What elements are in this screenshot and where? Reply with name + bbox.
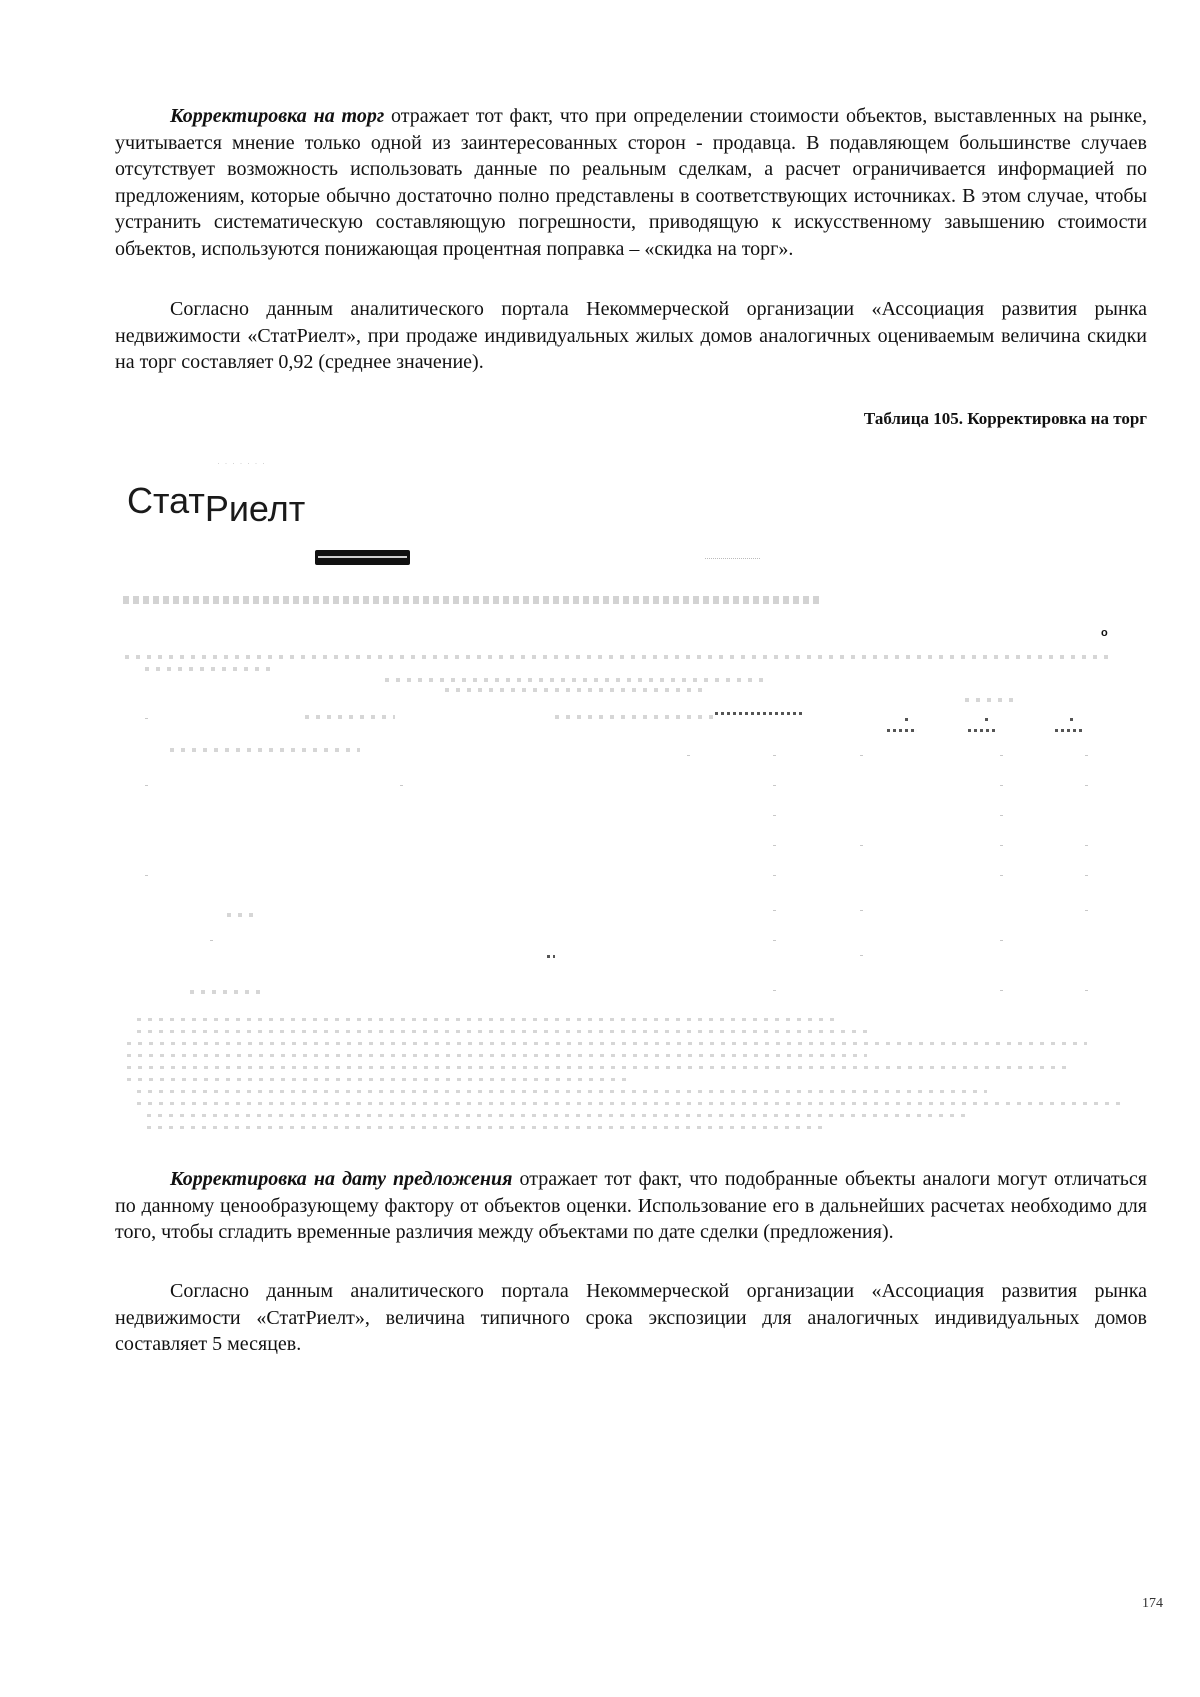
logo-part-stat: Стат <box>127 480 205 521</box>
table-tick <box>773 785 776 786</box>
illegible-row <box>445 688 705 692</box>
illegible-row <box>145 667 275 671</box>
table-header-illegible <box>968 729 998 732</box>
term-date-adjustment: Корректировка на дату предложения <box>170 1168 513 1190</box>
footnote-line <box>137 1018 837 1021</box>
table-tick <box>1085 845 1088 846</box>
paragraph-statrielt-bargain <box>115 296 1147 376</box>
illegible-row <box>385 678 765 682</box>
table-tick <box>1000 990 1003 991</box>
table-header-illegible <box>985 718 991 721</box>
table-header-illegible <box>887 729 917 732</box>
footnote-line <box>127 1054 867 1057</box>
table-tick <box>145 875 148 876</box>
table-tick <box>210 940 213 941</box>
paragraph-text: отражает тот факт, что подобранные объекты аналоги могут отличаться по данному ценообразующему фактору от объектов оценки. Использование его в дальнейших расчетах необходимо для того, чтобы сгладить временные различия между объектами по дате сделки (предложения). <box>115 1168 1147 1244</box>
table-tick <box>1000 940 1003 941</box>
statrielt-scan-figure <box>115 450 1147 1150</box>
table-tick <box>860 910 863 911</box>
paragraph-bargain-adjustment <box>115 103 1147 263</box>
table-header-illegible <box>905 718 911 721</box>
paragraph-text: отражает тот факт, что при определении стоимости объектов, выставленных на рынке, учитывается мнение только одной из заинтересованных сторон - продавца. В подавляющем большинстве случаев отсутствует возможность использовать данные по реальным сделкам, а расчет ограничивается информацией по предложениям, которые обычно достаточно полно представлены в соответствующих источниках. В этом случае, чтобы устранить систематическую составляющую погрешности, приводящую к искусственному завышению стоимости объектов, используются понижающая процентная поправка – «скидка на торг». <box>115 105 1147 260</box>
faint-mark <box>705 558 760 559</box>
footnote-line <box>127 1066 1067 1069</box>
table-header-illegible <box>305 715 395 719</box>
table-tick <box>687 755 690 756</box>
table-tick <box>1085 990 1088 991</box>
table-row-illegible <box>170 748 360 752</box>
footnote-line <box>137 1030 867 1033</box>
page-number: 174 <box>1142 1596 1163 1611</box>
table-tick <box>860 755 863 756</box>
table-tick <box>860 845 863 846</box>
table-header-illegible <box>1055 729 1085 732</box>
table-header-illegible <box>715 712 805 715</box>
table-tick <box>1000 815 1003 816</box>
table-tick <box>773 755 776 756</box>
table-tick <box>1000 875 1003 876</box>
table-row-illegible <box>190 990 260 994</box>
table-tick <box>1085 755 1088 756</box>
logo-underline-bar <box>315 550 410 565</box>
footnote-line <box>127 1078 627 1081</box>
footnote-line <box>137 1102 1127 1105</box>
table-row-illegible <box>227 913 257 917</box>
table-tick <box>1085 785 1088 786</box>
table-header-illegible <box>555 715 715 719</box>
paragraph-text: Согласно данным аналитического портала Некоммерческой организации «Ассоциация развития рынка недвижимости «СтатРиелт», величина типичного срока экспозиции для аналогичных индивидуальных домов составляет 5 месяцев. <box>115 1280 1147 1356</box>
table-tick <box>145 718 148 719</box>
illegible-footnotes <box>127 1018 1137 1138</box>
table-tick <box>400 785 403 786</box>
table-caption: Таблица 105. Корректировка на торг <box>863 409 1147 428</box>
statrielt-logo <box>127 480 306 529</box>
figure-faint-header: · · · · · · · <box>217 458 266 468</box>
logo-part-rielt: Риелт <box>204 488 306 529</box>
footnote-line <box>147 1126 827 1129</box>
table-row-illegible <box>547 955 555 958</box>
table-tick <box>1085 875 1088 876</box>
footnote-line <box>137 1090 987 1093</box>
table-tick <box>773 910 776 911</box>
table-tick <box>773 815 776 816</box>
paragraph-statrielt-exposure <box>115 1278 1147 1358</box>
paragraph-text: Согласно данным аналитического портала Некоммерческой организации «Ассоциация развития рынка недвижимости «СтатРиелт», при продаже индивидуальных жилых домов аналогичных оцениваемым величина скидки на торг составляет 0,92 (среднее значение). <box>115 298 1147 374</box>
table-tick <box>773 845 776 846</box>
footnote-line <box>147 1114 967 1117</box>
illegible-row <box>125 655 1115 659</box>
table-tick <box>1085 910 1088 911</box>
table-tick <box>773 990 776 991</box>
table-tick <box>1000 845 1003 846</box>
table-tick <box>145 785 148 786</box>
figure-subtitle-illegible <box>123 596 823 604</box>
table-tick <box>1000 755 1003 756</box>
table-tick <box>773 875 776 876</box>
corner-mark: о <box>1101 627 1108 639</box>
footnote-line <box>127 1042 1087 1045</box>
table-header-illegible <box>1070 718 1076 721</box>
table-tick <box>1000 785 1003 786</box>
paragraph-date-adjustment <box>115 1166 1147 1246</box>
table-tick <box>773 940 776 941</box>
table-tick <box>860 955 863 956</box>
illegible-row <box>965 698 1020 702</box>
term-bargain-adjustment: Корректировка на торг <box>170 105 385 127</box>
